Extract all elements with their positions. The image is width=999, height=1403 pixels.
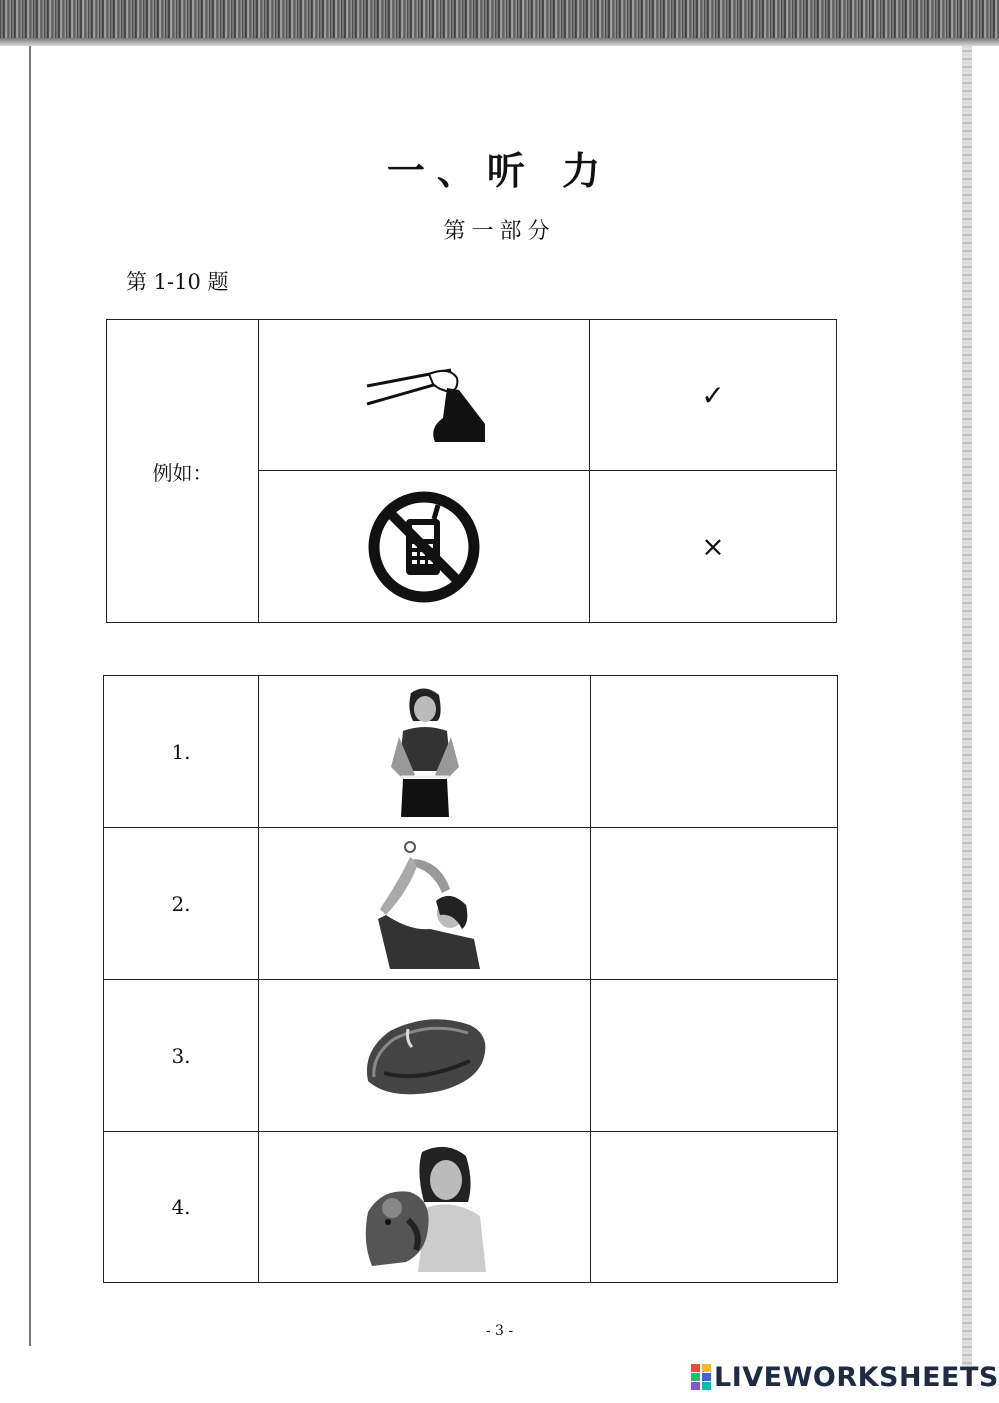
liveworksheets-logo-icon bbox=[690, 1363, 712, 1391]
brand-name: LIVEWORKSHEETS bbox=[714, 1361, 999, 1393]
table-row bbox=[104, 980, 838, 1132]
chopsticks-hand-image bbox=[359, 348, 489, 443]
answer-cell[interactable] bbox=[591, 980, 838, 1132]
question-number: 1. bbox=[104, 676, 259, 828]
woman-reaching-up-image bbox=[370, 839, 480, 969]
table-row bbox=[104, 676, 838, 828]
question-range: 第 1-10 题 bbox=[126, 270, 229, 294]
example-wrong-mark: × bbox=[590, 471, 837, 623]
question-image-cell bbox=[259, 980, 591, 1132]
bread-loaf-image bbox=[360, 1011, 490, 1101]
woman-measuring-waist-image bbox=[385, 687, 465, 817]
question-image-cell bbox=[259, 1132, 591, 1283]
table-row bbox=[104, 828, 838, 980]
example-image-cell bbox=[259, 471, 590, 623]
part-subtitle: 第一部分 bbox=[443, 219, 556, 244]
question-number: 2. bbox=[104, 828, 259, 980]
question-number: 3. bbox=[104, 980, 259, 1132]
answer-cell[interactable] bbox=[591, 1132, 838, 1283]
example-label: 例如： bbox=[107, 320, 259, 623]
example-correct-mark: ✓ bbox=[590, 320, 837, 471]
question-image-cell bbox=[259, 828, 591, 980]
question-number: 4. bbox=[104, 1132, 259, 1283]
answer-cell[interactable] bbox=[591, 676, 838, 828]
section-title: 一、听 力 bbox=[386, 148, 613, 193]
answer-cell[interactable] bbox=[591, 828, 838, 980]
table-row bbox=[104, 1132, 838, 1283]
no-phone-sign-image bbox=[364, 487, 484, 607]
liveworksheets-logo bbox=[690, 1362, 999, 1392]
question-image-cell bbox=[259, 676, 591, 828]
example-image-cell bbox=[259, 320, 590, 471]
example-table bbox=[106, 319, 837, 623]
page-number: - 3 - bbox=[485, 1323, 514, 1339]
scan-top-band bbox=[0, 0, 999, 46]
question-table bbox=[103, 675, 838, 1283]
girl-with-toy-elephant-image bbox=[362, 1142, 487, 1272]
